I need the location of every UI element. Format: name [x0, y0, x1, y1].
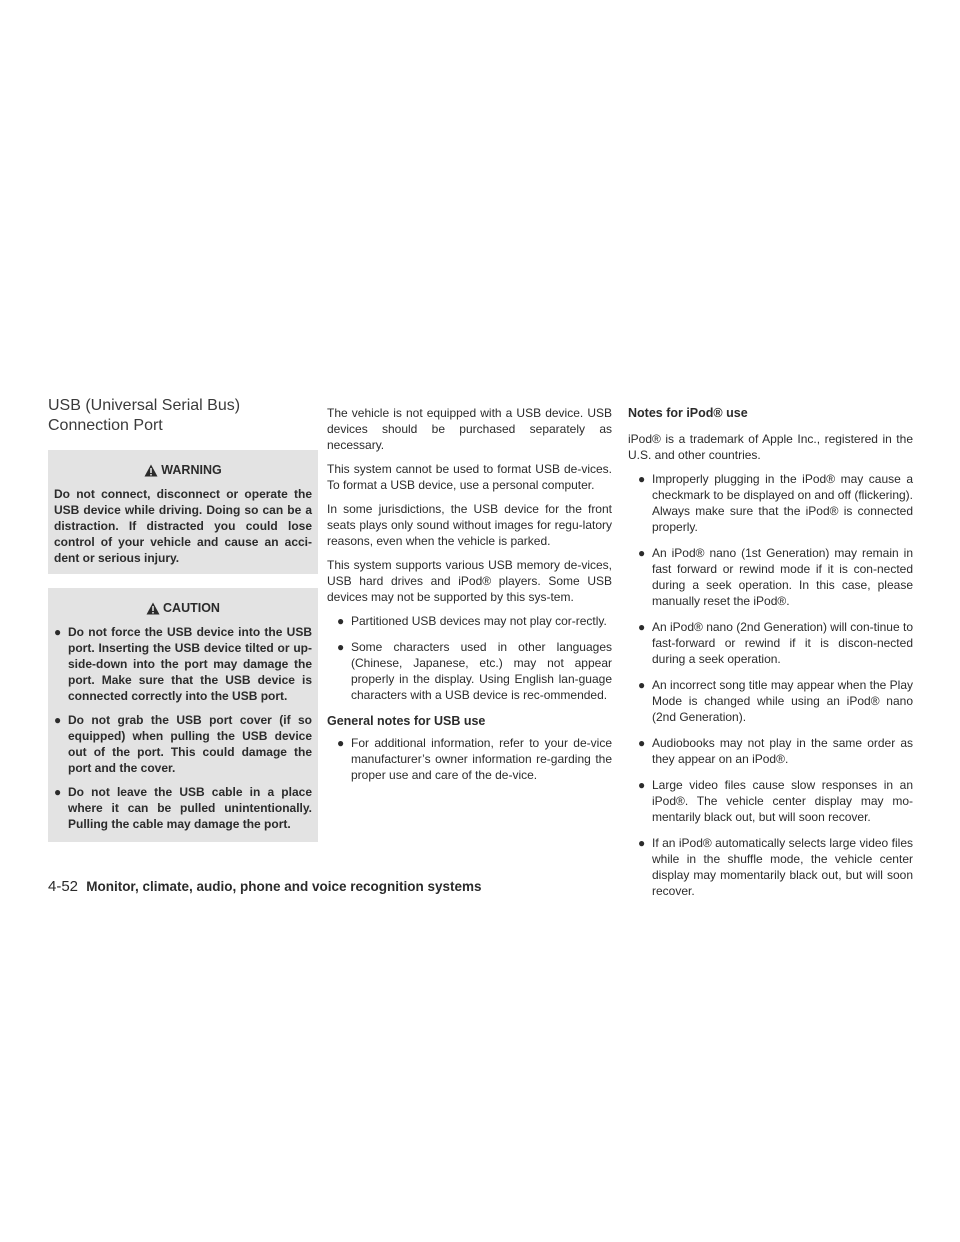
caution-triangle-icon [146, 602, 160, 615]
bullet-icon: ● [54, 625, 62, 639]
bullet-icon: ● [638, 472, 646, 486]
middle-column [327, 405, 612, 793]
list-item-text: An incorrect song title may appear when the Play Mode is changed while using an iPod® nano (2nd Generation). [652, 678, 913, 724]
general-notes-heading: General notes for USB use [327, 714, 486, 728]
page-footer [48, 877, 482, 897]
list-item-text: Partitioned USB devices may not play cor-rectly. [351, 614, 607, 628]
bullet-icon: ● [337, 640, 345, 654]
bullet-icon: ● [638, 778, 646, 792]
caution-item-text: Do not leave the USB cable in a place where it can be pulled unintentionally. Pulling the cable may damage the port. [68, 785, 312, 831]
section-title-line1: USB (Universal Serial Bus) [48, 397, 241, 414]
bullet-icon: ● [638, 678, 646, 692]
right-column [628, 405, 913, 909]
left-column [48, 396, 318, 852]
warning-triangle-icon [144, 464, 158, 477]
bullet-icon: ● [54, 785, 62, 799]
list-item [337, 613, 612, 629]
bullet-icon: ● [638, 620, 646, 634]
page-number: 4-52 [48, 878, 79, 895]
paragraph: In some jurisdictions, the USB device for the front seats plays only sound without images for regu-latory reasons, even when the vehicle is parked. [327, 502, 612, 548]
warning-box [48, 450, 318, 574]
list-item [337, 735, 612, 783]
caution-item [54, 624, 312, 704]
bullet-icon: ● [638, 546, 646, 560]
list-item-text: An iPod® nano (1st Generation) may remain in fast forward or rewind mode if it is con-nected during a seek operation. In this case, please manually reset the iPod®. [652, 546, 913, 608]
warning-heading [54, 462, 312, 478]
list-item-text: Improperly plugging in the iPod® may cause a checkmark to be displayed on and off (flickering). Always make sure that the iPod® is connected properly. [652, 472, 913, 534]
list-item [638, 835, 913, 899]
bullet-icon: ● [54, 713, 62, 727]
caution-heading-text: CAUTION [163, 601, 220, 615]
list-item-text: Audiobooks may not play in the same order as they appear on an iPod®. [652, 736, 913, 766]
list-item-text: An iPod® nano (2nd Generation) will con-tinue to fast-forward or rewind if it is discon-nected during a seek operation. [652, 620, 913, 666]
chapter-title: Monitor, climate, audio, phone and voice recognition systems [86, 879, 482, 894]
bullet-icon: ● [337, 614, 345, 628]
caution-box [48, 588, 318, 842]
list-item [638, 471, 913, 535]
list-item-text: For additional information, refer to your de-vice manufacturer’s owner information re-garding the proper use and care of the de-vice. [351, 736, 612, 782]
bullet-icon: ● [638, 736, 646, 750]
caution-item-text: Do not grab the USB port cover (if so equipped) when pulling the USB device out of the port. This could damage the port and the cover. [68, 713, 312, 775]
bullet-icon: ● [638, 836, 646, 850]
list-item [638, 619, 913, 667]
list-item [638, 735, 913, 767]
section-title [48, 396, 318, 436]
list-item-text: Large video files cause slow responses in an iPod®. The vehicle center display may mo-mentarily black out, but will soon recover. [652, 778, 913, 824]
list-item-text: If an iPod® automatically selects large video files while in the shuffle mode, the vehicle center display may momentarily black out, but will soon recover. [652, 836, 913, 898]
list-item [638, 677, 913, 725]
paragraph: The vehicle is not equipped with a USB device. USB devices should be purchased separately as necessary. [327, 406, 612, 452]
caution-item-text: Do not force the USB device into the USB port. Inserting the USB device tilted or up-side-down into the port may damage the port. Make sure that the USB device is connected correctly into the USB port. [68, 625, 312, 703]
bullet-icon: ● [337, 736, 345, 750]
warning-text: Do not connect, disconnect or operate the USB device while driving. Doing so can be a distraction. If distracted you could lose control of your vehicle and cause an acci-dent or serious injury. [54, 487, 312, 565]
paragraph: iPod® is a trademark of Apple Inc., registered in the U.S. and other countries. [628, 432, 913, 462]
list-item [337, 639, 612, 703]
paragraph: This system supports various USB memory de-vices, USB hard drives and iPod® players. Some USB devices may not be supported by this sys-tem. [327, 558, 612, 604]
list-item [638, 777, 913, 825]
caution-heading [54, 600, 312, 616]
paragraph: This system cannot be used to format USB de-vices. To format a USB device, use a personal computer. [327, 462, 612, 492]
caution-item [54, 784, 312, 832]
warning-heading-text: WARNING [161, 463, 222, 477]
section-title-line2: Connection Port [48, 417, 163, 434]
list-item-text: Some characters used in other languages (Chinese, Japanese, etc.) may not appear properly in the display. Using English lan-guage characters with a USB device is rec-ommended. [351, 640, 612, 702]
list-item [638, 545, 913, 609]
ipod-notes-heading: Notes for iPod® use [628, 406, 748, 420]
caution-item [54, 712, 312, 776]
